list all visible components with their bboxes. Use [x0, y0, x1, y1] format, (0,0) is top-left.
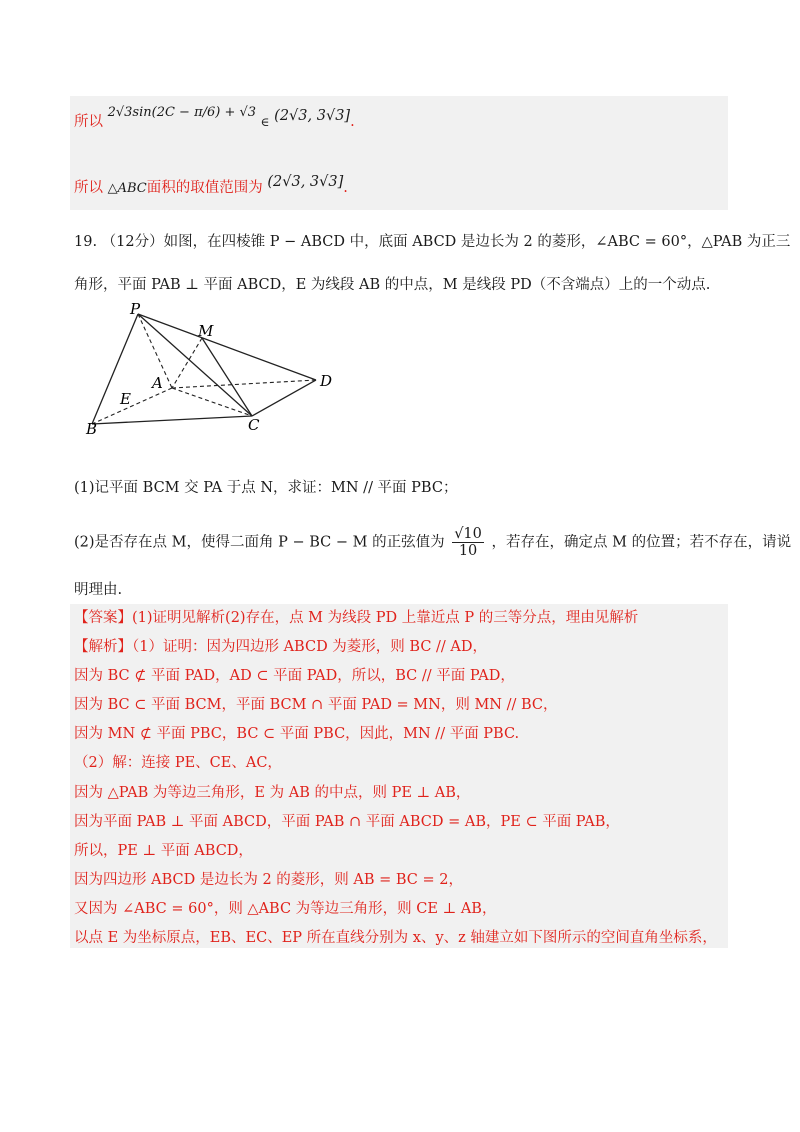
- label-m: M: [198, 322, 214, 340]
- solution-line-2: [74, 174, 348, 199]
- so-label-2: 所以: [74, 180, 103, 196]
- analysis-text: 因为 MN ⊄ 平面 PBC，BC ⊂ 平面 PBC，因此，MN // 平面 PBC.: [74, 726, 520, 742]
- part-2-text-a: (2)是否存在点 M，使得二面角 P − BC − M 的正弦值为: [74, 534, 445, 551]
- analysis-text: 因为 BC ⊄ 平面 PAD，AD ⊂ 平面 PAD，所以，BC // 平面 PAD，: [74, 668, 515, 684]
- part-2-text-b: ，若存在，确定点 M 的位置；若不存在，请说: [491, 534, 792, 551]
- analysis-text: 因为 △PAB 为等边三角形，E 为 AB 的中点，则 PE ⊥ AB，: [74, 785, 471, 801]
- area-range-text: 面积的取值范围为: [146, 180, 263, 196]
- analysis-tag: 【解析】: [74, 639, 132, 655]
- period: .: [343, 180, 348, 196]
- edge-pd: [138, 314, 316, 380]
- problem-points: （12分）: [101, 234, 164, 250]
- analysis-line-9: [74, 899, 496, 919]
- period: .: [350, 114, 355, 130]
- label-b: B: [86, 420, 98, 438]
- analysis-line-2: [74, 695, 558, 715]
- so-label-1: 所以: [74, 114, 103, 130]
- part-1: [74, 478, 457, 498]
- problem-text-2: 角形，平面 PAB ⊥ 平面 ABCD，E 为线段 AB 的中点，M 是线段 PD（不含端点）上的一个动点.: [74, 277, 711, 293]
- label-d: D: [320, 372, 333, 390]
- edge-bc: [92, 416, 252, 424]
- edge-ma: [172, 338, 202, 388]
- pyramid-figure: [80, 300, 340, 440]
- label-a: A: [152, 374, 163, 392]
- fraction-denominator: 10: [458, 543, 478, 559]
- problem-line-2: [74, 275, 710, 295]
- edge-cd: [252, 380, 316, 416]
- fraction-numerator: √10: [454, 526, 482, 542]
- edge-ab: [92, 388, 172, 424]
- solution-line-1: [74, 105, 355, 133]
- answer-tag: 【答案】: [74, 610, 132, 626]
- part-2-text-c: 明理由.: [74, 582, 123, 598]
- edge-ad: [172, 380, 316, 388]
- part-2-cont: [74, 580, 122, 600]
- area-range-value: (2√3, 3√3]: [267, 174, 344, 190]
- analysis-text: 又因为 ∠ABC = 60°，则 △ABC 为等边三角形，则 CE ⊥ AB，: [74, 901, 497, 917]
- expression: 2√3sin(2C − π/6) + √3: [107, 105, 257, 120]
- analysis-line-8: [74, 870, 463, 890]
- analysis-line-3: [74, 724, 519, 744]
- label-c: C: [248, 416, 260, 434]
- edge-ac: [172, 388, 252, 416]
- part-2: [74, 526, 791, 559]
- problem-text-1: 如图，在四棱锥 P − ABCD 中，底面 ABCD 是边长为 2 的菱形，∠ABC = 60°，△PAB 为正三: [163, 234, 791, 250]
- element-of-symbol: ∈: [260, 115, 270, 129]
- analysis-line-4: [74, 753, 282, 773]
- analysis-text: 所以，PE ⊥ 平面 ABCD，: [74, 843, 253, 859]
- analysis-text: 以点 E 为坐标原点，EB、EC、EP 所在直线分别为 x、y、z 轴建立如下图所示的空间直角坐标系，: [74, 930, 717, 946]
- label-e: E: [120, 390, 131, 408]
- analysis-line-5: [74, 783, 470, 803]
- analysis-line-1: [74, 666, 515, 686]
- sine-fraction: [452, 526, 484, 559]
- analysis-text: （2）解：连接 PE、CE、AC，: [74, 755, 282, 771]
- analysis-line-6: [74, 812, 620, 832]
- part-1-text: (1)记平面 BCM 交 PA 于点 N，求证：MN // 平面 PBC；: [74, 480, 458, 496]
- answer-line: [74, 608, 638, 628]
- label-p: P: [130, 300, 141, 318]
- triangle-abc: △ABC: [107, 181, 147, 196]
- analysis-line-10: [74, 928, 717, 948]
- analysis-line-7: [74, 841, 253, 861]
- edge-pc: [138, 314, 252, 416]
- problem-number: 19.: [74, 234, 98, 250]
- analysis-text: 因为平面 PAB ⊥ 平面 ABCD，平面 PAB ∩ 平面 ABCD = AB，PE ⊂ 平面 PAB，: [74, 814, 620, 830]
- analysis-text: 因为 BC ⊂ 平面 BCM，平面 BCM ∩ 平面 PAD = MN，则 MN // BC，: [74, 697, 558, 713]
- edge-mc: [202, 338, 252, 416]
- analysis-text: （1）证明：因为四边形 ABCD 为菱形，则 BC // AD，: [132, 639, 488, 655]
- range-value: (2√3, 3√3]: [274, 108, 351, 124]
- answer-text: (1)证明见解析(2)存在，点 M 为线段 PD 上靠近点 P 的三等分点，理由见解析: [132, 610, 639, 626]
- analysis-text: 因为四边形 ABCD 是边长为 2 的菱形，则 AB = BC = 2，: [74, 872, 463, 888]
- problem-line-1: [74, 232, 790, 252]
- analysis-line-0: [74, 637, 487, 657]
- edge-pb: [92, 314, 138, 424]
